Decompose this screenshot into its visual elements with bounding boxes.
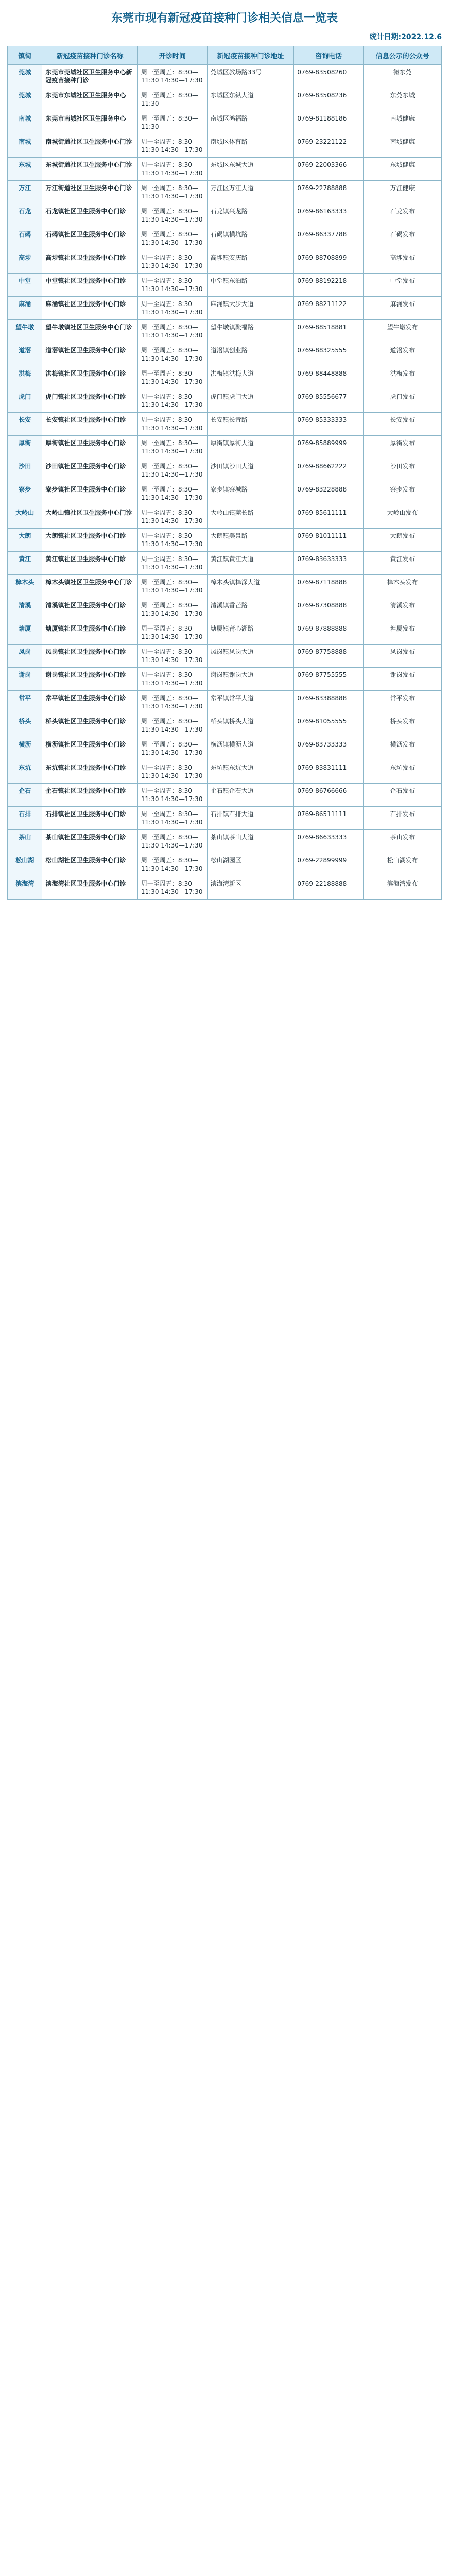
cell-open-time: 周一至周五：8:30—11:30 14:30—17:30 <box>137 436 207 459</box>
cell-open-time: 周一至周五：8:30—11:30 14:30—17:30 <box>137 413 207 436</box>
cell-wechat: 清溪发布 <box>364 598 442 621</box>
cell-wechat: 滨海湾发布 <box>364 876 442 900</box>
cell-open-time: 周一至周五：8:30—11:30 14:30—17:30 <box>137 575 207 598</box>
cell-wechat: 大朗发布 <box>364 529 442 552</box>
cell-wechat: 南城健康 <box>364 134 442 158</box>
cell-clinic-name: 长安镇社区卫生服务中心门诊 <box>42 413 137 436</box>
cell-town: 南城 <box>8 111 42 134</box>
cell-phone: 0769-83508236 <box>294 88 364 111</box>
cell-clinic-name: 横沥镇社区卫生服务中心门诊 <box>42 737 137 760</box>
stat-date: 统计日期:2022.12.6 <box>369 33 442 41</box>
cell-open-time: 周一至周五：8:30—11:30 14:30—17:30 <box>137 668 207 691</box>
cell-phone: 0769-83508260 <box>294 65 364 88</box>
header-phone: 咨询电话 <box>294 46 364 65</box>
table-row <box>8 853 442 876</box>
cell-phone: 0769-88518881 <box>294 320 364 343</box>
cell-wechat: 麻涌发布 <box>364 297 442 320</box>
cell-phone: 0769-88708899 <box>294 250 364 274</box>
cell-address: 石龙镇兴龙路 <box>207 204 294 227</box>
cell-address: 常平镇常平大道 <box>207 691 294 714</box>
cell-clinic-name: 企石镇社区卫生服务中心门诊 <box>42 784 137 807</box>
cell-phone: 0769-83228888 <box>294 482 364 505</box>
cell-open-time: 周一至周五：8:30—11:30 14:30—17:30 <box>137 366 207 389</box>
cell-clinic-name: 东莞市东城社区卫生服务中心 <box>42 88 137 111</box>
cell-phone: 0769-81188186 <box>294 111 364 134</box>
cell-open-time: 周一至周五：8:30—11:30 14:30—17:30 <box>137 529 207 552</box>
cell-clinic-name: 南城街道社区卫生服务中心门诊 <box>42 134 137 158</box>
cell-town: 凤岗 <box>8 645 42 668</box>
cell-town: 洪梅 <box>8 366 42 389</box>
cell-phone: 0769-81011111 <box>294 529 364 552</box>
cell-address: 横沥镇横沥大道 <box>207 737 294 760</box>
table-row <box>8 65 442 88</box>
cell-clinic-name: 望牛墩镇社区卫生服务中心门诊 <box>42 320 137 343</box>
table-row <box>8 134 442 158</box>
table-body <box>8 65 442 900</box>
cell-open-time: 周一至周五：8:30—11:30 14:30—17:30 <box>137 343 207 366</box>
cell-wechat: 横沥发布 <box>364 737 442 760</box>
cell-open-time: 周一至周五：8:30—11:30 14:30—17:30 <box>137 714 207 737</box>
cell-address: 滨海湾新区 <box>207 876 294 900</box>
cell-town: 虎门 <box>8 389 42 413</box>
cell-town: 道滘 <box>8 343 42 366</box>
cell-wechat: 洪梅发布 <box>364 366 442 389</box>
cell-phone: 0769-22788888 <box>294 181 364 204</box>
cell-wechat: 企石发布 <box>364 784 442 807</box>
cell-wechat: 樟木头发布 <box>364 575 442 598</box>
cell-phone: 0769-85556677 <box>294 389 364 413</box>
cell-address: 道滘镇创业路 <box>207 343 294 366</box>
table-row <box>8 598 442 621</box>
cell-wechat: 长安发布 <box>364 413 442 436</box>
cell-phone: 0769-86633333 <box>294 830 364 853</box>
cell-clinic-name: 松山湖社区卫生服务中心门诊 <box>42 853 137 876</box>
cell-wechat: 万江健康 <box>364 181 442 204</box>
cell-phone: 0769-85333333 <box>294 413 364 436</box>
cell-phone: 0769-87758888 <box>294 645 364 668</box>
cell-clinic-name: 麻涌镇社区卫生服务中心门诊 <box>42 297 137 320</box>
cell-wechat: 谢岗发布 <box>364 668 442 691</box>
cell-town: 清溪 <box>8 598 42 621</box>
cell-address: 石排镇石排大道 <box>207 807 294 830</box>
table-row <box>8 645 442 668</box>
header-address: 新冠疫苗接种门诊地址 <box>207 46 294 65</box>
cell-open-time: 周一至周五：8:30—11:30 14:30—17:30 <box>137 158 207 181</box>
cell-open-time: 周一至周五：8:30—11:30 14:30—17:30 <box>137 807 207 830</box>
cell-wechat: 望牛墩发布 <box>364 320 442 343</box>
cell-phone: 0769-87888888 <box>294 621 364 645</box>
table-row <box>8 413 442 436</box>
cell-town: 石龙 <box>8 204 42 227</box>
cell-town: 企石 <box>8 784 42 807</box>
cell-wechat: 虎门发布 <box>364 389 442 413</box>
cell-open-time: 周一至周五：8:30—11:30 14:30—17:30 <box>137 389 207 413</box>
cell-wechat: 中堂发布 <box>364 274 442 297</box>
cell-address: 松山湖园区 <box>207 853 294 876</box>
cell-town: 谢岗 <box>8 668 42 691</box>
cell-wechat: 东坑发布 <box>364 760 442 784</box>
cell-town: 中堂 <box>8 274 42 297</box>
cell-town: 东坑 <box>8 760 42 784</box>
cell-phone: 0769-86163333 <box>294 204 364 227</box>
cell-clinic-name: 谢岗镇社区卫生服务中心门诊 <box>42 668 137 691</box>
cell-open-time: 周一至周五：8:30—11:30 14:30—17:30 <box>137 204 207 227</box>
cell-address: 企石镇企石大道 <box>207 784 294 807</box>
table-row <box>8 482 442 505</box>
cell-address: 长安镇长青路 <box>207 413 294 436</box>
cell-phone: 0769-83831111 <box>294 760 364 784</box>
cell-wechat: 厚街发布 <box>364 436 442 459</box>
cell-address: 清溪镇香芒路 <box>207 598 294 621</box>
table-row <box>8 181 442 204</box>
cell-clinic-name: 高埗镇社区卫生服务中心门诊 <box>42 250 137 274</box>
cell-clinic-name: 虎门镇社区卫生服务中心门诊 <box>42 389 137 413</box>
cell-address: 黄江镇黄江大道 <box>207 552 294 575</box>
table-row <box>8 227 442 250</box>
cell-wechat: 寮步发布 <box>364 482 442 505</box>
cell-address: 樟木头镇樟深大道 <box>207 575 294 598</box>
cell-town: 东城 <box>8 158 42 181</box>
cell-town: 石碣 <box>8 227 42 250</box>
cell-town: 桥头 <box>8 714 42 737</box>
table-row <box>8 343 442 366</box>
table-row <box>8 876 442 900</box>
table-row <box>8 320 442 343</box>
cell-address: 高埗镇安庆路 <box>207 250 294 274</box>
cell-wechat: 凤岗发布 <box>364 645 442 668</box>
cell-open-time: 周一至周五：8:30—11:30 14:30—17:30 <box>137 227 207 250</box>
clinic-table <box>7 46 442 900</box>
cell-clinic-name: 桥头镇社区卫生服务中心门诊 <box>42 714 137 737</box>
cell-town: 樟木头 <box>8 575 42 598</box>
cell-clinic-name: 樟木头镇社区卫生服务中心门诊 <box>42 575 137 598</box>
cell-open-time: 周一至周五：8:30—11:30 14:30—17:30 <box>137 830 207 853</box>
cell-open-time: 周一至周五：8:30—11:30 14:30—17:30 <box>137 505 207 529</box>
cell-town: 松山湖 <box>8 853 42 876</box>
cell-phone: 0769-88211122 <box>294 297 364 320</box>
table-row <box>8 459 442 482</box>
cell-phone: 0769-81055555 <box>294 714 364 737</box>
cell-address: 茶山镇茶山大道 <box>207 830 294 853</box>
cell-phone: 0769-83733333 <box>294 737 364 760</box>
cell-wechat: 常平发布 <box>364 691 442 714</box>
table-row <box>8 297 442 320</box>
cell-wechat: 大岭山发布 <box>364 505 442 529</box>
cell-phone: 0769-87308888 <box>294 598 364 621</box>
cell-wechat: 石排发布 <box>364 807 442 830</box>
cell-phone: 0769-86511111 <box>294 807 364 830</box>
cell-open-time: 周一至周五：8:30—11:30 14:30—17:30 <box>137 134 207 158</box>
table-row <box>8 691 442 714</box>
cell-town: 常平 <box>8 691 42 714</box>
cell-address: 大朗镇美景路 <box>207 529 294 552</box>
cell-address: 虎门镇虎门大道 <box>207 389 294 413</box>
cell-clinic-name: 石排镇社区卫生服务中心门诊 <box>42 807 137 830</box>
table-row <box>8 621 442 645</box>
cell-open-time: 周一至周五：8:30—11:30 <box>137 88 207 111</box>
header-wechat: 信息公示的公众号 <box>364 46 442 65</box>
cell-wechat: 茶山发布 <box>364 830 442 853</box>
cell-open-time: 周一至周五：8:30—11:30 14:30—17:30 <box>137 598 207 621</box>
table-row <box>8 529 442 552</box>
cell-open-time: 周一至周五：8:30—11:30 14:30—17:30 <box>137 459 207 482</box>
cell-clinic-name: 大朗镇社区卫生服务中心门诊 <box>42 529 137 552</box>
cell-phone: 0769-22003366 <box>294 158 364 181</box>
cell-wechat: 黄江发布 <box>364 552 442 575</box>
table-row <box>8 436 442 459</box>
cell-address: 东城区东纵大道 <box>207 88 294 111</box>
cell-wechat: 微东莞 <box>364 65 442 88</box>
table-row <box>8 88 442 111</box>
cell-address: 凤岗镇凤岗大道 <box>207 645 294 668</box>
cell-phone: 0769-85611111 <box>294 505 364 529</box>
cell-address: 东坑镇东坑大道 <box>207 760 294 784</box>
cell-wechat: 松山湖发布 <box>364 853 442 876</box>
cell-town: 望牛墩 <box>8 320 42 343</box>
cell-town: 沙田 <box>8 459 42 482</box>
table-row <box>8 552 442 575</box>
cell-town: 横沥 <box>8 737 42 760</box>
cell-town: 茶山 <box>8 830 42 853</box>
cell-open-time: 周一至周五：8:30—11:30 14:30—17:30 <box>137 181 207 204</box>
cell-phone: 0769-88448888 <box>294 366 364 389</box>
cell-phone: 0769-88325555 <box>294 343 364 366</box>
table-row <box>8 737 442 760</box>
cell-clinic-name: 茶山镇社区卫生服务中心门诊 <box>42 830 137 853</box>
cell-open-time: 周一至周五：8:30—11:30 14:30—17:30 <box>137 737 207 760</box>
cell-address: 中堂镇东泊路 <box>207 274 294 297</box>
cell-clinic-name: 沙田镇社区卫生服务中心门诊 <box>42 459 137 482</box>
cell-open-time: 周一至周五：8:30—11:30 14:30—17:30 <box>137 853 207 876</box>
cell-open-time: 周一至周五：8:30—11:30 14:30—17:30 <box>137 274 207 297</box>
cell-open-time: 周一至周五：8:30—11:30 14:30—17:30 <box>137 876 207 900</box>
cell-phone: 0769-86337788 <box>294 227 364 250</box>
cell-town: 长安 <box>8 413 42 436</box>
cell-clinic-name: 滨海湾社区卫生服务中心门诊 <box>42 876 137 900</box>
cell-open-time: 周一至周五：8:30—11:30 14:30—17:30 <box>137 645 207 668</box>
cell-address: 洪梅镇洪梅大道 <box>207 366 294 389</box>
cell-address: 沙田镇沙田大道 <box>207 459 294 482</box>
cell-clinic-name: 洪梅镇社区卫生服务中心门诊 <box>42 366 137 389</box>
cell-town: 莞城 <box>8 65 42 88</box>
table-row <box>8 830 442 853</box>
cell-open-time: 周一至周五：8:30—11:30 14:30—17:30 <box>137 250 207 274</box>
table-row <box>8 784 442 807</box>
cell-phone: 0769-88662222 <box>294 459 364 482</box>
cell-phone: 0769-83388888 <box>294 691 364 714</box>
cell-clinic-name: 东莞市莞城社区卫生服务中心新冠疫苗接种门诊 <box>42 65 137 88</box>
table-row <box>8 204 442 227</box>
cell-open-time: 周一至周五：8:30—11:30 <box>137 111 207 134</box>
cell-wechat: 东城健康 <box>364 158 442 181</box>
header-town: 镇街 <box>8 46 42 65</box>
cell-address: 石碣镇横坑路 <box>207 227 294 250</box>
cell-clinic-name: 清溪镇社区卫生服务中心门诊 <box>42 598 137 621</box>
cell-town: 高埗 <box>8 250 42 274</box>
table-header-row <box>8 46 442 65</box>
cell-address: 东城区东城大道 <box>207 158 294 181</box>
table-row <box>8 668 442 691</box>
header-name: 新冠疫苗接种门诊名称 <box>42 46 137 65</box>
cell-phone: 0769-22899999 <box>294 853 364 876</box>
cell-address: 望牛墩镇聚福路 <box>207 320 294 343</box>
cell-town: 莞城 <box>8 88 42 111</box>
table-row <box>8 807 442 830</box>
cell-clinic-name: 黄江镇社区卫生服务中心门诊 <box>42 552 137 575</box>
table-row <box>8 760 442 784</box>
cell-phone: 0769-87755555 <box>294 668 364 691</box>
cell-clinic-name: 塘厦镇社区卫生服务中心门诊 <box>42 621 137 645</box>
table-row <box>8 366 442 389</box>
cell-clinic-name: 厚街镇社区卫生服务中心门诊 <box>42 436 137 459</box>
cell-address: 万江区万江大道 <box>207 181 294 204</box>
table-row <box>8 250 442 274</box>
cell-clinic-name: 中堂镇社区卫生服务中心门诊 <box>42 274 137 297</box>
cell-town: 麻涌 <box>8 297 42 320</box>
cell-wechat: 石碣发布 <box>364 227 442 250</box>
cell-clinic-name: 东城街道社区卫生服务中心门诊 <box>42 158 137 181</box>
table-row <box>8 158 442 181</box>
cell-address: 大岭山镇莞长路 <box>207 505 294 529</box>
cell-clinic-name: 石龙镇社区卫生服务中心门诊 <box>42 204 137 227</box>
cell-open-time: 周一至周五：8:30—11:30 14:30—17:30 <box>137 621 207 645</box>
cell-address: 南城区鸿福路 <box>207 111 294 134</box>
table-row <box>8 389 442 413</box>
cell-phone: 0769-22188888 <box>294 876 364 900</box>
cell-address: 桥头镇桥头大道 <box>207 714 294 737</box>
cell-open-time: 周一至周五：8:30—11:30 14:30—17:30 <box>137 320 207 343</box>
cell-address: 寮步镇寮城路 <box>207 482 294 505</box>
cell-clinic-name: 常平镇社区卫生服务中心门诊 <box>42 691 137 714</box>
cell-phone: 0769-83633333 <box>294 552 364 575</box>
cell-clinic-name: 东坑镇社区卫生服务中心门诊 <box>42 760 137 784</box>
cell-address: 厚街镇厚街大道 <box>207 436 294 459</box>
cell-town: 寮步 <box>8 482 42 505</box>
cell-town: 石排 <box>8 807 42 830</box>
cell-address: 麻涌镇大步大道 <box>207 297 294 320</box>
page-title: 东莞市现有新冠疫苗接种门诊相关信息一览表 <box>111 12 338 25</box>
cell-phone: 0769-85889999 <box>294 436 364 459</box>
cell-open-time: 周一至周五：8:30—11:30 14:30—17:30 <box>137 784 207 807</box>
cell-phone: 0769-87118888 <box>294 575 364 598</box>
table-row <box>8 575 442 598</box>
cell-open-time: 周一至周五：8:30—11:30 14:30—17:30 <box>137 760 207 784</box>
table-row <box>8 111 442 134</box>
cell-clinic-name: 凤岗镇社区卫生服务中心门诊 <box>42 645 137 668</box>
cell-phone: 0769-88192218 <box>294 274 364 297</box>
cell-clinic-name: 石碣镇社区卫生服务中心门诊 <box>42 227 137 250</box>
table-row <box>8 505 442 529</box>
cell-wechat: 桥头发布 <box>364 714 442 737</box>
header-time: 开诊时间 <box>137 46 207 65</box>
cell-open-time: 周一至周五：8:30—11:30 14:30—17:30 <box>137 691 207 714</box>
cell-wechat: 石龙发布 <box>364 204 442 227</box>
cell-town: 大朗 <box>8 529 42 552</box>
cell-address: 莞城区教场路33号 <box>207 65 294 88</box>
cell-open-time: 周一至周五：8:30—11:30 14:30—17:30 <box>137 65 207 88</box>
cell-wechat: 南城健康 <box>364 111 442 134</box>
cell-wechat: 沙田发布 <box>364 459 442 482</box>
cell-town: 大岭山 <box>8 505 42 529</box>
cell-open-time: 周一至周五：8:30—11:30 14:30—17:30 <box>137 552 207 575</box>
cell-town: 塘厦 <box>8 621 42 645</box>
cell-phone: 0769-86766666 <box>294 784 364 807</box>
cell-clinic-name: 万江街道社区卫生服务中心门诊 <box>42 181 137 204</box>
cell-town: 黄江 <box>8 552 42 575</box>
cell-open-time: 周一至周五：8:30—11:30 14:30—17:30 <box>137 297 207 320</box>
cell-clinic-name: 大岭山镇社区卫生服务中心门诊 <box>42 505 137 529</box>
cell-address: 谢岗镇谢岗大道 <box>207 668 294 691</box>
cell-wechat: 高埗发布 <box>364 250 442 274</box>
cell-clinic-name: 寮步镇社区卫生服务中心门诊 <box>42 482 137 505</box>
cell-address: 南城区体育路 <box>207 134 294 158</box>
cell-town: 滨海湾 <box>8 876 42 900</box>
cell-town: 厚街 <box>8 436 42 459</box>
cell-wechat: 道滘发布 <box>364 343 442 366</box>
cell-clinic-name: 道滘镇社区卫生服务中心门诊 <box>42 343 137 366</box>
cell-address: 塘厦镇莆心湖路 <box>207 621 294 645</box>
cell-wechat: 塘厦发布 <box>364 621 442 645</box>
table-row <box>8 714 442 737</box>
cell-town: 南城 <box>8 134 42 158</box>
cell-clinic-name: 东莞市南城社区卫生服务中心 <box>42 111 137 134</box>
cell-wechat: 东莞东城 <box>364 88 442 111</box>
cell-open-time: 周一至周五：8:30—11:30 14:30—17:30 <box>137 482 207 505</box>
cell-phone: 0769-23221122 <box>294 134 364 158</box>
cell-town: 万江 <box>8 181 42 204</box>
table-row <box>8 274 442 297</box>
